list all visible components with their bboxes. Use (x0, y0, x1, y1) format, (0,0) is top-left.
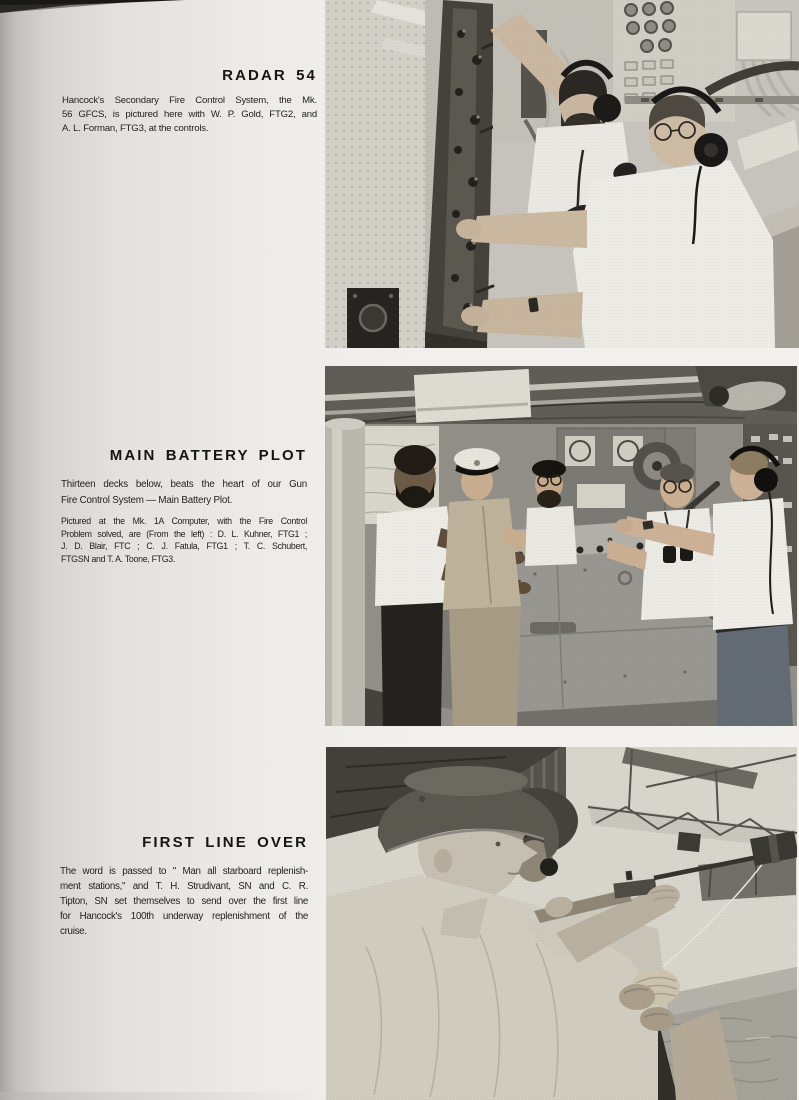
section-body (61, 477, 307, 508)
caption-line: for Hancock's 100th underway replenishment of the (60, 911, 308, 922)
photo-first-line-over (326, 747, 797, 1100)
section-radar-54 (62, 66, 317, 136)
section-title: MAIN BATTERY PLOT (109, 447, 307, 464)
caption-line: Tipton, SN set themselves to send over the first line (60, 896, 308, 907)
caption-line: Fire Control System — Main Battery Plot. (61, 494, 233, 506)
caption-line: 56 GFCS, is pictured here with W. P. Gold, FTG2, and (62, 109, 317, 120)
first-line-over-photo-illustration (326, 747, 797, 1100)
section-body (62, 94, 317, 136)
caption-line: Hancock's Secondary Fire Control System, the Mk. (62, 95, 317, 106)
section-title: FIRST LINE OVER (142, 834, 308, 851)
section-main-battery-plot (61, 446, 307, 565)
main-battery-plot-photo-illustration (325, 366, 797, 726)
section-body (60, 864, 308, 939)
caption-line: Pictured at the Mk. 1A Computer, with the Fire Control (61, 516, 307, 526)
caption-line: FTGSN and T. A. Toone, FTG3. (61, 553, 175, 564)
caption-line: Problem solved, are (From the left) : D. L. Kuhner, FTG1 ; (61, 528, 307, 539)
caption-line: A. L. Forman, FTG3, at the controls. (62, 123, 209, 134)
caption-line: J. D. Blair, FTC ; C. J. Fatula, FTG1 ; T. C. Schubert, (61, 541, 307, 552)
caption-line: The word is passed to " Man all starboard replenish- (60, 866, 308, 877)
section-title: RADAR 54 (222, 67, 317, 84)
photo-radar-54 (325, 0, 799, 348)
caption-line: Thirteen decks below, beats the heart of our Gun (61, 479, 307, 490)
section-first-line-over (60, 833, 308, 939)
radar-54-photo-illustration (325, 0, 799, 348)
caption-line: ment stations," and T. H. Strudivant, SN and C. R. (60, 881, 308, 892)
caption-line: cruise. (60, 926, 87, 937)
photo-main-battery-plot (325, 366, 797, 726)
section-detail (61, 515, 307, 565)
page-bottom-shade (0, 1092, 325, 1100)
scan-edge-shadow (0, 0, 185, 13)
